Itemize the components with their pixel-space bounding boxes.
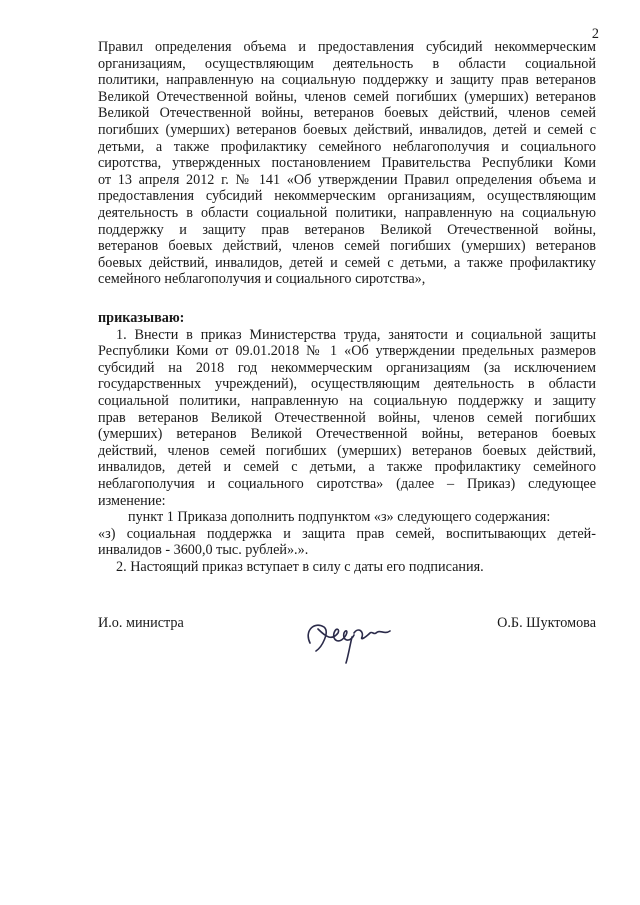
- intro-paragraph: [98, 39, 596, 288]
- text-line: ветеранов боевых действий, членов семей погибших (умерших) ветеранов: [98, 238, 596, 255]
- text-line: организациям, осуществляющим деятельность в области социальной: [98, 55, 596, 72]
- text-line: детьми, а также профилактику семейного неблагополучия и социального: [98, 138, 596, 155]
- text-line: семейного неблагополучия и социального сиротства»,: [98, 271, 426, 288]
- text-line: боевых действий, инвалидов, детей и семей с детьми, а также профилактику: [98, 254, 596, 271]
- text-line: социальной политики, направленную на социальную поддержку и защиту: [98, 392, 596, 409]
- signatory-title: И.о. министра: [98, 615, 184, 631]
- text-line: инвалидов, детей и семей с детьми, а также профилактику семейного: [98, 459, 596, 476]
- text-line: от 13 апреля 2012 г. № 141 «Об утверждении Правил определения объема и: [98, 171, 596, 188]
- text-line: субсидий на 2018 год некоммерческим организациям (за исключением: [98, 359, 596, 376]
- signatory-name: О.Б. Шуктомова: [497, 615, 596, 631]
- order-item-2: 2. Настоящий приказ вступает в силу с даты его подписания.: [116, 558, 484, 575]
- text-line: изменение:: [98, 492, 166, 509]
- text-line: государственных учреждений), осуществляющим деятельность в области: [98, 376, 596, 393]
- text-line: прав ветеранов Великой Отечественной войны, членов семей погибших: [98, 409, 596, 426]
- page-number: 2: [591, 26, 599, 42]
- text-line: сиротства, утвержденных постановлением Правительства Республики Коми: [98, 155, 596, 172]
- text-line: Правил определения объема и предоставления субсидий некоммерческим: [98, 39, 596, 55]
- text-line: Великой Отечественной войны, ветеранов боевых действий, членов семей: [98, 105, 596, 122]
- signature-block: [98, 615, 596, 675]
- text-line: поддержку и защиту прав ветеранов Великой Отечественной войны,: [98, 221, 596, 238]
- text-line: погибших (умерших) ветеранов боевых действий, инвалидов, детей и семей с: [98, 121, 596, 138]
- text-line: Республики Коми от 09.01.2018 № 1 «Об утверждении предельных размеров: [98, 343, 596, 360]
- text-line: (умерших) ветеранов Великой Отечественной войны, ветеранов боевых: [98, 426, 596, 443]
- text-line: политики, направленную на социальную поддержку и защиту прав ветеранов: [98, 72, 596, 89]
- text-line: 1. Внести в приказ Министерства труда, занятости и социальной защиты: [116, 326, 596, 343]
- text-line: неблагополучия и социального сиротства» (далее – Приказ) следующее: [98, 475, 596, 492]
- quote-line: инвалидов - 3600,0 тыс. рублей».».: [98, 542, 309, 559]
- handwritten-signature: [296, 607, 406, 667]
- amendment-point: пункт 1 Приказа дополнить подпунктом «з» следующего содержания:: [128, 509, 551, 526]
- quote-line: «з) социальная поддержка и защита прав семей, воспитывающих детей-: [98, 525, 596, 542]
- order-section: [98, 310, 596, 576]
- text-line: деятельность в области социальной политики, направленную на социальную: [98, 204, 596, 221]
- text-line: предоставления субсидий некоммерческим организациям, осуществляющим: [98, 188, 596, 205]
- order-keyword: приказываю:: [98, 310, 185, 326]
- text-line: Великой Отечественной войны, членов семей погибших (умерших) ветеранов: [98, 88, 596, 105]
- text-line: действий, членов семей погибших (умерших) ветеранов боевых действий,: [98, 442, 596, 459]
